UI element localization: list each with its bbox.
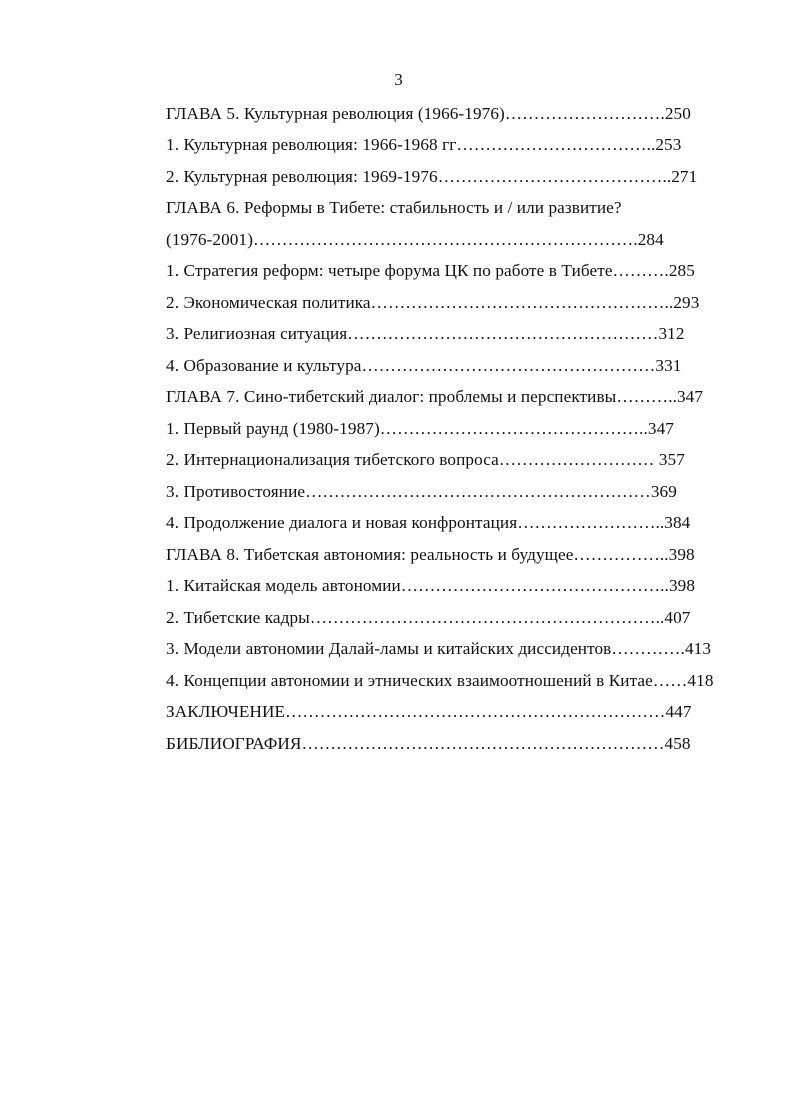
toc-entry: 3. Модели автономии Далай-ламы и китайских диссидентов………….413 [166, 639, 712, 658]
toc-entry: 4. Продолжение диалога и новая конфронтация……………………..384 [166, 513, 691, 532]
toc-entry: 2. Интернационализация тибетского вопроса……………………… 357 [166, 450, 685, 469]
toc-entry: 3. Религиозная ситуация………………………………………………312 [166, 324, 685, 343]
toc-entry: 1. Китайская модель автономии………………………………………..398 [166, 576, 696, 595]
toc-entry-bibliography: БИБЛИОГРАФИЯ………………………………………………………458 [166, 734, 691, 753]
toc-entry: 1. Культурная революция: 1966-1968 гг……………………………..253 [166, 135, 682, 154]
toc-entry: 1. Стратегия реформ: четыре форума ЦК по работе в Тибете……….285 [166, 261, 695, 280]
toc-entry-chapter-5: ГЛАВА 5. Культурная революция (1966-1976)……………………….250 [166, 104, 691, 123]
toc-entry-chapter-8: ГЛАВА 8. Тибетская автономия: реальность и будущее……………..398 [166, 545, 695, 564]
toc-entry: (1976-2001)………………………………………………………….284 [166, 230, 664, 249]
toc-entry: 2. Экономическая политика……………………………………………..293 [166, 293, 700, 312]
toc-entry: 4. Концепции автономии и этнических взаимоотношений в Китае……418 [166, 671, 714, 690]
toc-entry: 4. Образование и культура……………………………………………331 [166, 356, 682, 375]
toc-entry: 2. Культурная революция: 1969-1976…………………………………..271 [166, 167, 698, 186]
toc-entry: 1. Первый раунд (1980-1987)………………………………………..347 [166, 419, 674, 438]
toc-entry: 3. Противостояние……………………………………………………369 [166, 482, 677, 501]
page-number: 3 [394, 70, 403, 89]
toc-entry-conclusion: ЗАКЛЮЧЕНИЕ…………………………………………………………447 [166, 702, 692, 721]
toc-entry-chapter-6: ГЛАВА 6. Реформы в Тибете: стабильность и / или развитие? [166, 198, 622, 217]
toc-entry-chapter-7: ГЛАВА 7. Сино-тибетский диалог: проблемы и перспективы………..347 [166, 387, 704, 406]
toc-entry: 2. Тибетские кадры……………………………………………………..407 [166, 608, 691, 627]
